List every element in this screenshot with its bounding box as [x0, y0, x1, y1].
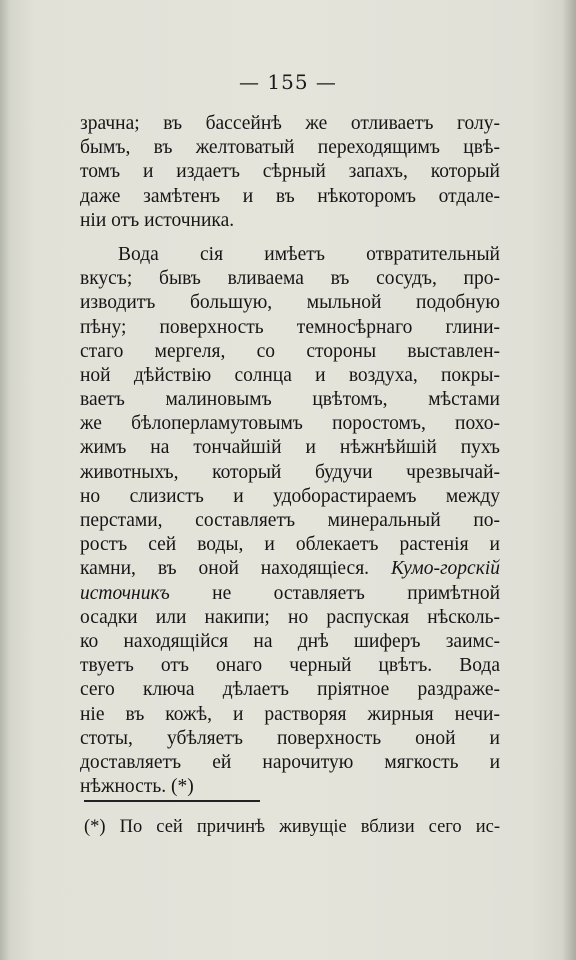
text-line: ко находящійся на днѣ шиферъ заимс- [80, 630, 500, 652]
text-line: ніе въ кожѣ, и растворяя жирныя нечи- [80, 703, 500, 725]
text-line: перстами, составляетъ минеральный по- [80, 510, 500, 531]
text-line: томъ и издаетъ сѣрный запахъ, который [80, 161, 500, 183]
text-line: изводитъ большую, мыльной подобную [80, 292, 500, 314]
page-edge-shadow-right [562, 0, 576, 960]
text-line [80, 557, 500, 581]
text-line: стоты, убѣляетъ поверхность оной и [80, 727, 500, 749]
text-line: зрачна; въ бассейнѣ же отливаетъ голу- [80, 113, 500, 134]
main-text [80, 112, 500, 799]
text-line: ваетъ малиновымъ цвѣтомъ, мѣстами [80, 389, 500, 411]
text-line [80, 582, 500, 606]
text-line: стаго мергеля, со стороны выставлен- [80, 340, 500, 362]
page-edge-shadow-left [0, 0, 10, 960]
page-number: — 155 — [239, 70, 337, 94]
text-line: Вода сія имѣетъ отвратительный [118, 243, 500, 265]
text-line: жимъ на тончайшій и нѣжнѣйшій пухъ [80, 437, 500, 459]
text-line: вкусъ; бывъ вливаема въ сосудъ, про- [80, 268, 500, 290]
text-line: ной дѣйствію солнца и воздуха, покры- [80, 364, 500, 386]
spring-name-italic: источникъ [80, 582, 170, 604]
text-line: бымъ, въ желтоватый переходящимъ цвѣ- [80, 137, 500, 159]
text-line: ніи отъ источника. [80, 209, 235, 231]
footnote: (*) По сей причинѣ живущіе вблизи сего ис- [84, 817, 500, 837]
text-segment: не оставляетъ примѣтной [212, 582, 501, 604]
text-line: доставляетъ ей нарочитую мягкость и [80, 751, 500, 773]
text-line: даже замѣтенъ и въ нѣкоторомъ отдале- [80, 185, 500, 207]
text-segment: камни, въ оной находящіеся. [80, 558, 370, 580]
spring-name-italic: Кумо-горскій [390, 558, 500, 580]
text-line: нѣжность. (*) [80, 776, 194, 798]
text-line: твуетъ отъ онаго черный цвѣтъ. Вода [80, 655, 500, 677]
text-line: ростъ сей воды, и облекаетъ растенія и [80, 534, 500, 556]
text-line: осадки или накипи; но распуская нѣсколь- [80, 606, 500, 628]
footnote-divider [84, 800, 260, 802]
text-line: но слизистъ и удоборастираемъ между [80, 485, 500, 507]
text-line: же бѣлоперламутовымъ поростомъ, похо- [80, 413, 500, 435]
text-line: сего ключа дѣлаетъ пріятное раздраже- [80, 679, 500, 701]
text-line: животныхъ, который будучи чрезвычай- [80, 461, 500, 483]
text-line: пѣну; поверхность темносѣрнаго глини- [80, 316, 500, 338]
